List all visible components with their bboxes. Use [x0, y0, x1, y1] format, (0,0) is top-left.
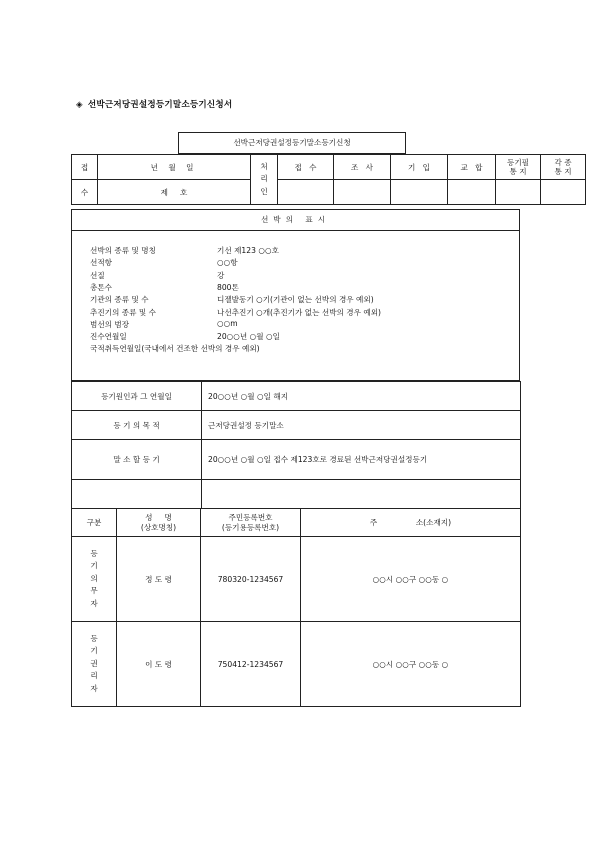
ship-row-label: 추진기의 종류 및 수 — [90, 307, 156, 317]
ship-row-label: 선질 — [90, 270, 105, 280]
ship-row-value: ○○m — [217, 318, 238, 328]
role-obligor: 등 기 의 무 자 — [72, 537, 117, 622]
ship-row-label: 범선의 범장 — [90, 319, 130, 329]
ship-row-label: 진수연월일 — [90, 332, 127, 342]
receipt-cheori: 처 리 인 — [251, 155, 278, 205]
col-josa: 조 사 — [334, 155, 391, 180]
table-row — [72, 622, 521, 707]
info-cause-label: 등기원인과 그 연월일 — [72, 382, 202, 411]
receipt-table — [71, 154, 586, 205]
col-deunggipil: 등기필 통 지 — [496, 155, 541, 180]
obligee-name: 이 도 령 — [117, 622, 201, 707]
ship-header: 선박의 표시 — [72, 210, 519, 231]
obligor-name: 정 도 령 — [117, 537, 201, 622]
ship-row-value: 나선추진기 ○개(추진기가 없는 선박의 경우 예외) — [217, 307, 381, 317]
info-blank-label — [72, 480, 202, 509]
header-address: 주 소(소재지) — [301, 509, 521, 537]
cell-jeopsu-blank[interactable] — [278, 180, 334, 205]
ship-row-value: 기선 제123 ○○호 — [217, 246, 279, 255]
obligee-address: ○○시 ○○구 ○○동 ○ — [301, 622, 521, 707]
ship-row-value: 20○○년 ○월 ○일 — [217, 332, 281, 342]
ship-row-label: 선적항 — [90, 258, 113, 268]
cell-josa-blank[interactable] — [334, 180, 391, 205]
info-cause-value: 20○○년 ○월 ○일 해지 — [202, 382, 521, 411]
application-banner: 선박근저당권설정등기말소등기신청 — [178, 132, 406, 154]
col-gyohap: 교 합 — [448, 155, 496, 180]
info-cancel-value: 20○○년 ○월 ○일 접수 제123호로 경료된 선박근저당권설정등기 — [202, 440, 521, 480]
header-id: 주민등록번호 (등기용등록번호) — [201, 509, 301, 537]
info-purpose-value: 근저당권설정 등기말소 — [202, 411, 521, 440]
receipt-su: 수 — [72, 180, 98, 205]
col-giip: 기 입 — [391, 155, 448, 180]
table-row — [72, 537, 521, 622]
ship-row-label: 총톤수 — [90, 282, 113, 292]
ship-row-label: 선박의 종류 및 명칭 — [90, 246, 156, 255]
ship-row-value: 800톤 — [217, 282, 239, 292]
parties-table — [71, 508, 521, 707]
ship-row-value: ○○항 — [217, 258, 238, 268]
cell-gakjong-blank[interactable] — [541, 180, 586, 205]
ship-row-value: 디젤발동기 ○기(기관이 없는 선박의 경우 예외) — [217, 295, 374, 305]
diamond-icon: ◈ — [76, 100, 83, 110]
header-name: 성 명 (상호명칭) — [117, 509, 201, 537]
col-gakjong: 각 종 통 지 — [541, 155, 586, 180]
ship-row-label: 기관의 종류 및 수 — [90, 295, 149, 305]
obligee-id: 750412-1234567 — [201, 622, 301, 707]
receipt-jeop: 접 — [72, 155, 98, 180]
cell-giip-blank[interactable] — [391, 180, 448, 205]
ship-description-box — [71, 209, 520, 381]
document-title-text: 선박근저당권설정등기말소등기신청서 — [87, 100, 233, 110]
receipt-number-label: 제 호 — [98, 180, 251, 205]
role-obligee: 등 기 권 리 자 — [72, 622, 117, 707]
header-gubun: 구분 — [72, 509, 117, 537]
obligor-id: 780320-1234567 — [201, 537, 301, 622]
info-purpose-label: 등 기 의 목 적 — [72, 411, 202, 440]
receipt-date-label: 년 월 일 — [98, 155, 251, 180]
info-table — [71, 381, 521, 509]
info-cancel-label: 말 소 할 등 기 — [72, 440, 202, 480]
cell-gyohap-blank[interactable] — [448, 180, 496, 205]
info-blank-value[interactable] — [202, 480, 521, 509]
obligor-address: ○○시 ○○구 ○○동 ○ — [301, 537, 521, 622]
col-jeopsu: 접 수 — [278, 155, 334, 180]
cell-deunggipil-blank[interactable] — [496, 180, 541, 205]
document-title — [76, 98, 232, 110]
ship-row-label: 국적취득연월일(국내에서 건조한 선박의 경우 예외) — [90, 344, 260, 354]
ship-row-value: 강 — [217, 270, 225, 280]
